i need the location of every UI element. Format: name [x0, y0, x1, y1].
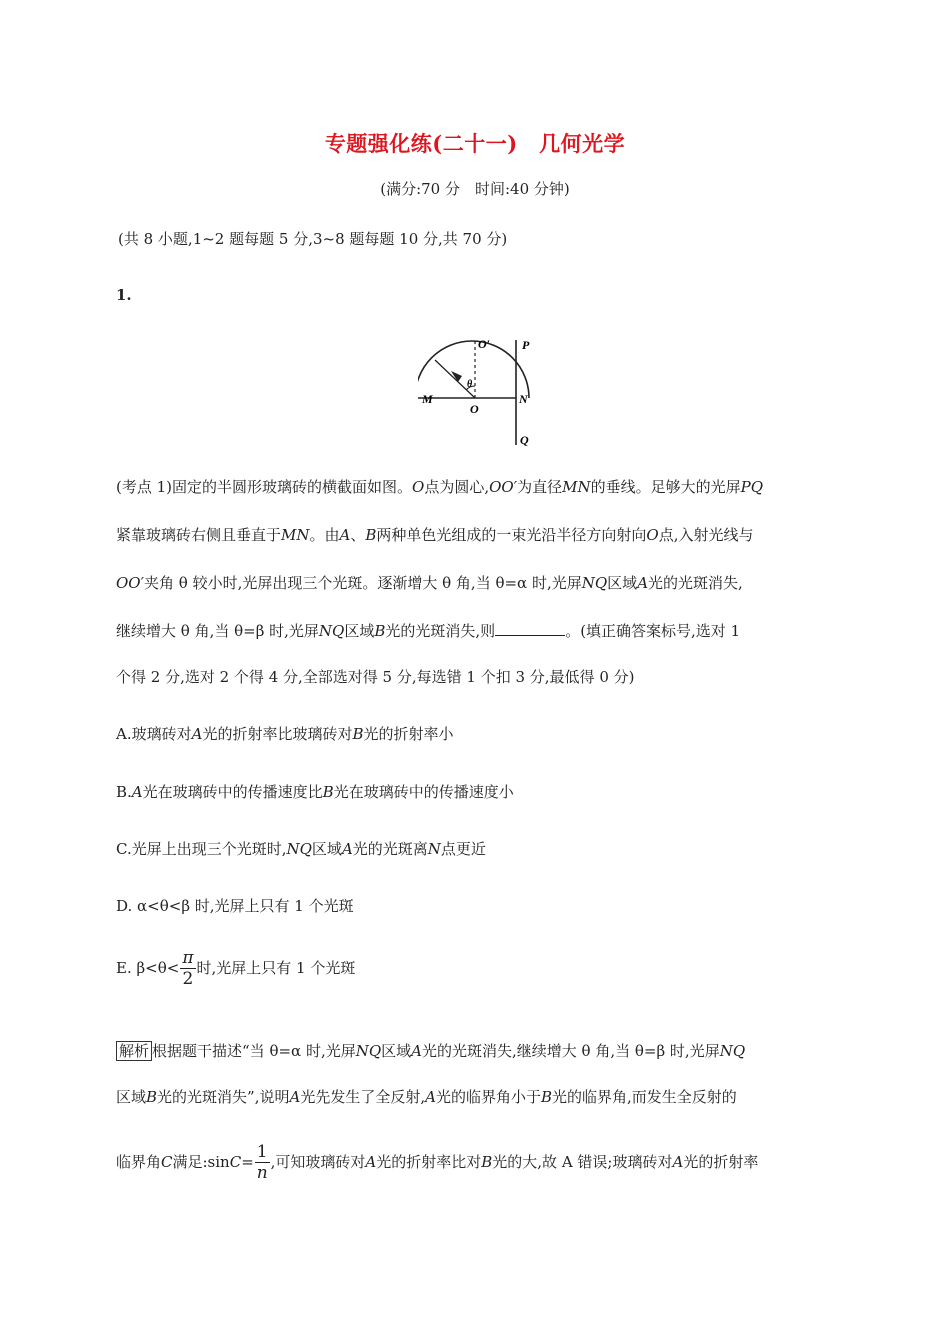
- semicircle-arc: [418, 341, 529, 398]
- scoring-note: (共 8 小题,1~2 题每题 5 分,3~8 题每题 10 分,共 70 分): [118, 230, 508, 248]
- stem-line-4: 继续增大 θ 角,当 θ=β 时,光屏NQ区域B光的光斑消失,则 。(填正确答案标号,选对 1: [116, 622, 741, 640]
- option-d: D. α<θ<β 时,光屏上只有 1 个光斑: [116, 897, 354, 915]
- label-o-prime: O′: [478, 337, 491, 351]
- label-theta: θ: [467, 379, 473, 390]
- option-b: B.A光在玻璃砖中的传播速度比B光在玻璃砖中的传播速度小: [116, 783, 514, 801]
- semicircle-glass-figure: [418, 332, 548, 452]
- question-number: 1.: [116, 286, 132, 304]
- page-title: 专题强化练(二十一) 几何光学: [324, 131, 626, 156]
- analysis-line-3: 临界角C满足:sinC= $\frac{1}{n}$ ,可知玻璃砖对A光的折射率比对B光的大,故 A 错误;玻璃砖对A光的折射率: [116, 1142, 759, 1183]
- stem-line-5: 个得 2 分,选对 2 个得 4 分,全部选对得 5 分,每选错 1 个扣 3 分,最低得 0 分): [116, 668, 635, 686]
- score-time-info: (满分:70 分 时间:40 分钟): [380, 180, 570, 198]
- option-c: C.光屏上出现三个光斑时,NQ区域A光的光斑离N点更近: [116, 840, 486, 858]
- option-a: A.玻璃砖对A光的折射率比玻璃砖对B光的折射率小: [116, 725, 454, 743]
- option-e: E. β<θ< $\frac{\pi}{2}$ 时,光屏上只有 1 个光斑: [116, 948, 356, 989]
- stem-line-2: 紧靠玻璃砖右侧且垂直于MN。由A、B两种单色光组成的一束光沿半径方向射向O点,入射光线与: [116, 526, 754, 544]
- label-n: N: [519, 392, 528, 406]
- one-over-n-fraction: $\frac{1}{n}$: [256, 1142, 268, 1183]
- label-p: P: [522, 338, 530, 352]
- analysis-line-2: 区域B光的光斑消失”,说明A光先发生了全反射,A光的临界角小于B光的临界角,而发生全反射的: [116, 1088, 737, 1106]
- stem-line-1: (考点 1)固定的半圆形玻璃砖的横截面如图。O点为圆心,OO′为直径MN的垂线。足够大的光屏PQ: [116, 478, 764, 496]
- analysis-tag: 解析: [116, 1041, 152, 1061]
- label-q: Q: [520, 433, 529, 447]
- answer-blank[interactable]: [495, 621, 565, 636]
- stem-line-3: OO′夹角 θ 较小时,光屏出现三个光斑。逐渐增大 θ 角,当 θ=α 时,光屏NQ区域A光的光斑消失,: [116, 574, 743, 592]
- label-o: O: [470, 402, 479, 416]
- pi-over-2-fraction: $\frac{\pi}{2}$: [182, 948, 194, 989]
- label-m: M: [422, 392, 433, 406]
- analysis-line-1: 解析 根据题干描述“当 θ=α 时,光屏NQ区域A光的光斑消失,继续增大 θ 角,当 θ=β 时,光屏NQ: [116, 1041, 836, 1061]
